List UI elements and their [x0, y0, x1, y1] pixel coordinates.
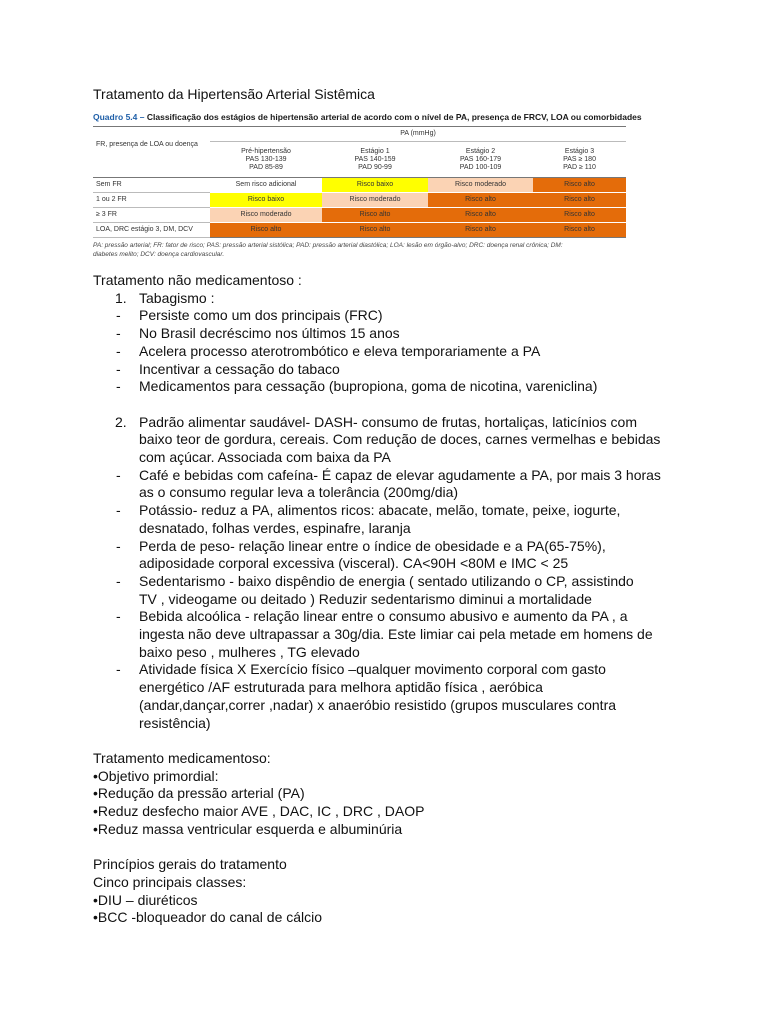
risk-cell: Risco alto — [322, 208, 428, 223]
document-body — [93, 272, 673, 927]
list-text-line: Sedentarismo - baixo dispêndio de energia ( sentado utilizando o CP, assistindo — [139, 572, 634, 589]
list-number: 2. — [115, 413, 127, 430]
risk-cell: Sem risco adicional — [210, 178, 322, 193]
bullet-item: •Reduz desfecho maior AVE , DAC, IC , DRC , DAOP — [93, 803, 425, 820]
risk-cell: Risco alto — [428, 208, 533, 223]
footnote-line: PA: pressão arterial; FR: fator de risco; PAS: pressão arterial sistólica; PAD: pressão arterial diastólica; LOA: lesão em órgão-alvo; DRC: doença renal crônica; DM: — [93, 242, 563, 249]
stage-pas: PAS 160-179 — [459, 155, 502, 163]
figure-footnote — [93, 241, 626, 259]
risk-cell: Risco alto — [322, 223, 428, 238]
risk-cell: Risco alto — [533, 178, 626, 193]
list-text-line: Potássio- reduz a PA, alimentos ricos: abacate, melão, tomate, peixe, iogurte, — [139, 502, 621, 519]
classification-figure — [93, 112, 642, 259]
list-item — [93, 538, 673, 573]
risk-row-label: Sem FR — [93, 178, 210, 193]
risk-cell: Risco alto — [428, 223, 533, 238]
list-text: Incentivar a cessação do tabaco — [139, 360, 340, 377]
list-text: Acelera processo aterotrombótico e eleva temporariamente a PA — [139, 342, 541, 359]
table-row — [93, 178, 626, 193]
list-text-line: resistência) — [139, 714, 211, 731]
risk-cell: Risco moderado — [210, 208, 322, 223]
stage-pas: PAS 130-139 — [245, 155, 287, 163]
list-text-line: Perda de peso- relação linear entre o índice de obesidade e a PA(65-75%), — [139, 537, 606, 554]
list-text-line: Café e bebidas com cafeína- É capaz de elevar agudamente a PA, por mais 3 horas — [139, 466, 661, 483]
risk-cell: Risco alto — [533, 223, 626, 238]
dash-marker: - — [116, 608, 121, 625]
table-row — [93, 193, 626, 208]
section-heading: Princípios gerais do tratamento — [93, 856, 287, 873]
stage-pad: PAD 85-89 — [249, 163, 283, 171]
risk-cell: Risco moderado — [322, 193, 428, 208]
risk-row-label: ≥ 3 FR — [93, 208, 210, 223]
dash-marker: - — [116, 572, 121, 589]
dash-marker: - — [116, 502, 121, 519]
list-text-line: desnatado, folhas verdes, espinafre, laranja — [139, 519, 411, 536]
bullet-item: •Redução da pressão arterial (PA) — [93, 785, 305, 802]
list-text-line: com açúcar. Associada com baixa da PA — [139, 449, 391, 466]
risk-classification-table — [93, 126, 626, 238]
risk-row-label: 1 ou 2 FR — [93, 193, 210, 208]
list-text-line: adiposidade corporal excessiva (visceral). CA<90H <80M e IMC < 25 — [139, 555, 569, 572]
stage-pad: PAD 100-109 — [459, 163, 502, 171]
list-text-line: Atividade física X Exercício físico –qualquer movimento corporal com gasto — [139, 661, 606, 678]
risk-cell: Risco alto — [533, 208, 626, 223]
list-item — [93, 325, 673, 343]
dash-marker: - — [116, 342, 121, 359]
dash-marker: - — [116, 325, 121, 342]
row-header-cell — [93, 127, 210, 178]
list-item — [93, 573, 673, 608]
list-text-line: as o consumo regular leva a tolerância (200mg/dia) — [139, 484, 459, 501]
list-text: Medicamentos para cessação (bupropiona, goma de nicotina, vareniclina) — [139, 378, 598, 395]
section-heading: Tratamento não medicamentoso : — [93, 272, 302, 288]
dash-marker: - — [116, 378, 121, 395]
list-text-line: baixo teor de gordura, cereais. Com redução de doces, carnes vermelhas e bebidas — [139, 431, 661, 448]
dash-marker: - — [116, 360, 121, 377]
risk-cell: Risco baixo — [210, 193, 322, 208]
page-title: Tratamento da Hipertensão Arterial Sistêmica — [93, 86, 375, 102]
row-header-label: FR, presença de LOA ou doença — [96, 141, 198, 148]
list-item — [93, 290, 673, 308]
list-item — [93, 361, 673, 379]
risk-cell: Risco alto — [428, 193, 533, 208]
list-number: 1. — [115, 289, 127, 306]
list-text-line: (andar,dançar,correr ,nadar) x anaeróbio resistido (grupos musculares contra — [139, 696, 617, 713]
risk-cell: Risco moderado — [428, 178, 533, 193]
bullet-item: •BCC -bloqueador do canal de cálcio — [93, 909, 323, 926]
stage-pas: PAS ≥ 180 — [563, 155, 596, 163]
bullet-item: •DIU – diuréticos — [93, 891, 198, 908]
risk-cell: Risco alto — [533, 193, 626, 208]
list-text-line: energético /AF estruturada para melhora aptidão física , aeróbica — [139, 679, 543, 696]
section-heading: Tratamento medicamentoso: — [93, 749, 271, 766]
list-item — [93, 414, 673, 467]
stage-header — [322, 142, 428, 178]
list-item — [93, 502, 673, 537]
bullet-item: •Reduz massa ventricular esquerda e albuminúria — [93, 820, 403, 837]
figure-title: Classificação dos estágios de hipertensão arterial de acordo com o nível de PA, presença de FRCV, LOA ou comorbidades — [146, 112, 642, 122]
stage-pad: PAD 90-99 — [358, 163, 392, 171]
stage-name: Estágio 1 — [360, 147, 390, 155]
list-item — [93, 307, 673, 325]
table-row — [93, 208, 626, 223]
bullet-item: •Objetivo primordial: — [93, 767, 219, 784]
dash-marker: - — [116, 307, 121, 324]
risk-cell: Risco alto — [210, 223, 322, 238]
list-text-line: Padrão alimentar saudável- DASH- consumo de frutas, hortaliças, laticínios com — [139, 413, 637, 430]
stage-header — [428, 142, 533, 178]
list-text-line: ingesta não deve ultrapassar a 30g/dia. Este limiar cai pela metade em homens de — [139, 626, 653, 643]
table-row — [93, 223, 626, 238]
list-item — [93, 661, 673, 732]
list-text: No Brasil decréscimo nos últimos 15 anos — [139, 325, 400, 342]
footnote-line: diabetes melito; DCV: doença cardiovascular. — [93, 251, 225, 258]
stage-header — [210, 142, 322, 178]
stage-header — [533, 142, 626, 178]
dash-marker: - — [116, 466, 121, 483]
list-item — [93, 343, 673, 361]
list-text-line: Bebida alcoólica - relação linear entre o consumo abusivo e aumento da PA , a — [139, 608, 628, 625]
stage-pad: PAD ≥ 110 — [563, 163, 596, 171]
stage-name: Estágio 2 — [465, 147, 496, 155]
sub-heading: Cinco principais classes: — [93, 873, 247, 890]
stage-name: Pré-hipertensão — [241, 147, 291, 155]
pa-header: PA (mmHg) — [210, 127, 626, 142]
dash-marker: - — [116, 661, 121, 678]
stage-pas: PAS 140-159 — [354, 155, 396, 163]
dash-marker: - — [116, 537, 121, 554]
risk-row-label: LOA, DRC estágio 3, DM, DCV — [93, 223, 210, 238]
list-text-line: baixo peso , mulheres , TG elevado — [139, 643, 360, 660]
list-text-line: TV , videogame ou deitado ) Reduzir sedentarismo diminui a mortalidade — [139, 590, 592, 607]
list-text: Persiste como um dos principais (FRC) — [139, 307, 383, 324]
figure-number: Quadro 5.4 – — [93, 112, 145, 122]
list-item — [93, 378, 673, 396]
risk-cell: Risco baixo — [322, 178, 428, 193]
stage-name: Estágio 3 — [564, 147, 595, 155]
figure-caption — [93, 112, 642, 126]
list-item — [93, 608, 673, 661]
list-text: Tabagismo : — [139, 289, 215, 306]
list-item — [93, 467, 673, 502]
